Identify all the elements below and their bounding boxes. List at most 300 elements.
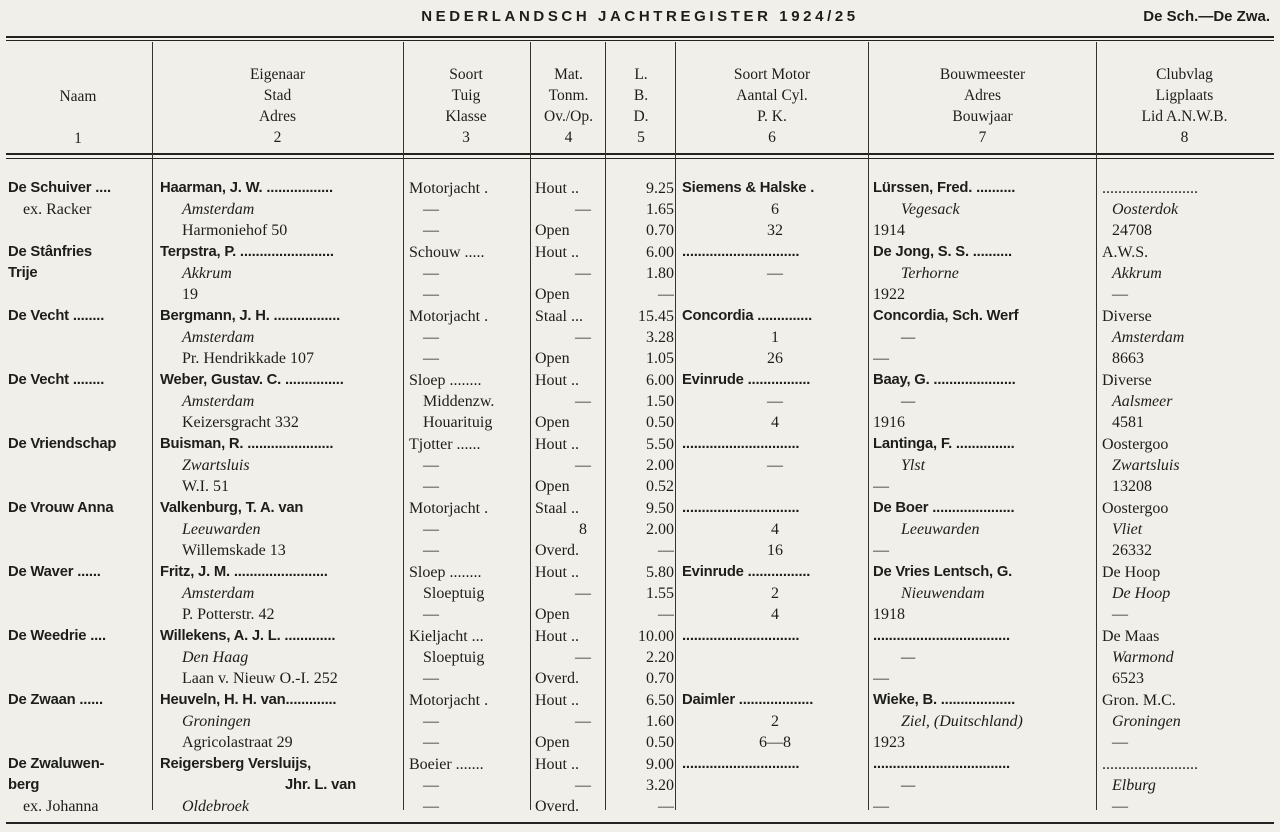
materiaal-cell-line: Staal ... [535,308,583,325]
motor-cell-line [682,668,868,689]
materiaal-cell-line: — [575,713,591,731]
eigenaar-cell-line: Buisman, R. ...................... [160,436,334,452]
materiaal-cell-line: Hout .. [535,180,579,197]
register-row [0,242,1280,306]
eigenaar-cell [160,178,400,242]
afmetingen-cell-line: 9.25 [646,180,674,197]
tuig-cell-line: Motorjacht . [409,692,489,709]
eigenaar-cell-line: Weber, Gustav. C. ............... [160,372,344,388]
afmetingen-cell [632,306,674,370]
eigenaar-cell-line: Fritz, J. M. ........................ [160,564,328,580]
naam-cell-line: De Vrouw Anna [8,500,114,516]
materiaal-cell-line: Open [535,350,570,368]
motor-cell [682,178,868,242]
bouwmeester-cell-line: Lantinga, F. ............... [873,436,1015,452]
bouwmeester-cell-line: — [873,542,889,560]
top-rule-thin [6,40,1274,41]
clubvlag-cell-line: A.W.S. [1102,244,1149,261]
naam-cell-line [8,455,150,476]
clubvlag-cell-line: Akkrum [1112,265,1162,283]
eigenaar-cell-line: Willekens, A. J. L. ............. [160,628,336,644]
bouwmeester-cell [873,690,1095,754]
eigenaar-cell [160,690,400,754]
bouwmeester-cell-line: ................................... [873,628,1010,644]
afmetingen-cell [632,434,674,498]
afmetingen-cell-line: 6.00 [646,372,674,389]
motor-cell-line [682,476,868,497]
motor-cell [682,306,868,370]
tuig-cell [409,498,531,562]
page-title: NEDERLANDSCH JACHTREGISTER 1924/25 [421,8,859,25]
clubvlag-cell-line: Elburg [1112,777,1156,795]
register-row [0,370,1280,434]
clubvlag-cell-line: 24708 [1112,222,1152,240]
afmetingen-cell [632,754,674,818]
motor-cell [682,498,868,562]
eigenaar-cell [160,306,400,370]
afmetingen-cell-line: 1.60 [646,713,674,731]
afmetingen-cell [632,242,674,306]
motor-cell [682,370,868,434]
tuig-cell [409,178,531,242]
naam-cell-line [8,668,150,689]
materiaal-cell-line: — [575,329,591,347]
materiaal-cell-line: Hout .. [535,436,579,453]
tuig-cell-line: Motorjacht . [409,500,489,517]
motor-cell-line: .............................. [682,500,800,516]
tuig-cell-line: — [423,286,439,304]
register-row [0,498,1280,562]
materiaal-cell-line: — [575,265,591,283]
afmetingen-cell-line: 5.80 [646,564,674,581]
tuig-cell [409,626,531,690]
motor-cell-line: .............................. [682,628,800,644]
eigenaar-cell-line: Terpstra, P. ........................ [160,244,334,260]
tuig-cell-line: — [423,201,439,219]
bouwmeester-cell-line: Terhorne [901,265,959,283]
materiaal-cell-line: Open [535,222,570,240]
naam-cell [8,562,150,626]
eigenaar-cell-line: Valkenburg, T. A. van [160,500,304,516]
column-header-club: Clubvlag Ligplaats Lid A.N.W.B. 8 [1141,66,1228,146]
materiaal-cell-line: Hout .. [535,692,579,709]
eigenaar-cell [160,434,400,498]
naam-cell [8,690,150,754]
bouwmeester-cell-line: — [901,649,916,667]
clubvlag-cell-line: De Hoop [1112,585,1171,603]
naam-cell-line: De Waver ...... [8,564,101,580]
bouwmeester-cell-line: — [873,350,889,368]
clubvlag-cell [1102,754,1272,818]
afmetingen-cell-line: 2.00 [646,457,674,475]
clubvlag-cell [1102,562,1272,626]
materiaal-cell-line: — [575,649,591,667]
clubvlag-cell [1102,370,1272,434]
materiaal-cell-line: — [575,585,591,603]
materiaal-cell-line: 8 [579,521,587,539]
afmetingen-cell-line: 1.55 [646,585,674,603]
bouwmeester-cell-line: Ziel, (Duitschland) [901,713,1023,731]
afmetingen-cell-line: 0.70 [646,222,674,240]
eigenaar-cell-line: Amsterdam [182,393,255,411]
tuig-cell-line: Boeier ....... [409,756,484,773]
tuig-cell [409,242,531,306]
naam-cell-line: De Zwaluwen- [8,756,105,772]
afmetingen-cell-line: — [658,286,674,304]
clubvlag-cell-line: 13208 [1112,478,1152,496]
register-row [0,434,1280,498]
bouwmeester-cell-line: Wieke, B. ................... [873,692,1016,708]
motor-cell-line: 32 [767,222,783,240]
motor-cell-line: Concordia .............. [682,308,813,324]
eigenaar-cell [160,754,400,818]
bouwmeester-cell [873,242,1095,306]
bouwmeester-cell-line: De Vries Lentsch, G. [873,564,1013,580]
clubvlag-cell-line: De Hoop [1102,564,1161,581]
motor-cell-line [682,284,868,305]
motor-cell-line: 26 [767,350,783,368]
clubvlag-cell [1102,690,1272,754]
eigenaar-cell-line: P. Potterstr. 42 [182,606,275,624]
bouwmeester-cell-line: — [873,478,889,496]
naam-cell-line: De Weedrie .... [8,628,106,644]
materiaal-cell-line: Open [535,478,570,496]
clubvlag-cell [1102,434,1272,498]
afmetingen-cell-line: 2.00 [646,521,674,539]
clubvlag-cell [1102,306,1272,370]
afmetingen-cell-line: 1.80 [646,265,674,283]
tuig-cell-line: Tjotter ...... [409,436,481,453]
bouwmeester-cell-line: 1916 [873,414,905,432]
tuig-cell-line: — [423,521,439,539]
naam-cell-line [8,348,150,369]
materiaal-cell-line: Hout .. [535,628,579,645]
bouwmeester-cell-line: Leeuwarden [901,521,980,539]
materiaal-cell-line: Overd. [535,670,579,688]
motor-cell-line: .............................. [682,436,800,452]
motor-cell-line [682,775,868,796]
tuig-cell-line: — [423,457,439,475]
motor-cell-line: .............................. [682,244,800,260]
motor-cell-line: — [767,457,783,475]
clubvlag-cell-line: Oostergoo [1102,500,1169,517]
column-header-lbd: L. B. D. 5 [633,66,649,146]
naam-cell-line: ex. Racker [23,201,92,219]
tuig-cell-line: — [423,542,439,560]
afmetingen-cell-line: 0.50 [646,414,674,432]
naam-cell-line: De Vriendschap [8,436,117,452]
motor-cell-line: 4 [771,521,779,539]
clubvlag-cell-line: — [1112,286,1128,304]
tuig-cell-line: — [423,478,439,496]
tuig-cell-line: — [423,350,439,368]
motor-cell-line: .............................. [682,756,800,772]
afmetingen-cell [632,690,674,754]
materiaal-cell-line: Open [535,286,570,304]
eigenaar-cell-line: Agricolastraat 29 [182,734,293,752]
naam-cell [8,178,150,242]
naam-cell [8,754,150,818]
tuig-cell [409,690,531,754]
bouwmeester-cell [873,370,1095,434]
clubvlag-cell-line: ........................ [1102,180,1198,197]
eigenaar-cell-line: Pr. Hendrikkade 107 [182,350,314,368]
eigenaar-cell [160,498,400,562]
naam-cell-line: De Vecht ........ [8,372,105,388]
afmetingen-cell-line: 1.05 [646,350,674,368]
motor-cell-line: 6 [771,201,779,219]
materiaal-cell [535,754,631,818]
tuig-cell [409,562,531,626]
afmetingen-cell-line: 1.50 [646,393,674,411]
bouwmeester-cell [873,306,1095,370]
afmetingen-cell-line: 0.50 [646,734,674,752]
naam-cell-line [8,519,150,540]
motor-cell-line: — [767,393,783,411]
motor-cell-line: — [767,265,783,283]
materiaal-cell-line: Hout .. [535,372,579,389]
afmetingen-cell [632,626,674,690]
bouwmeester-cell-line: 1923 [873,734,905,752]
clubvlag-cell-line: Warmond [1112,649,1174,667]
materiaal-cell [535,178,631,242]
bouwmeester-cell-line: 1918 [873,606,905,624]
tuig-cell-line: — [423,329,439,347]
materiaal-cell [535,690,631,754]
naam-cell-line [8,732,150,753]
naam-cell-line [8,284,150,305]
register-row [0,754,1280,818]
materiaal-cell [535,626,631,690]
naam-cell-line: ex. Johanna [23,798,99,816]
naam-cell-line [8,391,150,412]
eigenaar-cell-line: Jhr. L. van [285,777,356,794]
naam-cell-line [8,476,150,497]
motor-cell [682,690,868,754]
naam-cell-line [8,220,150,241]
motor-cell [682,626,868,690]
bouwmeester-cell [873,178,1095,242]
tuig-cell [409,754,531,818]
clubvlag-cell-line: 26332 [1112,542,1152,560]
motor-cell-line: 2 [771,713,779,731]
tuig-cell-line: — [423,670,439,688]
materiaal-cell [535,562,631,626]
motor-cell [682,242,868,306]
bouwmeester-cell-line: — [873,670,889,688]
motor-cell-line [682,796,868,817]
bouwmeester-cell-line: 1922 [873,286,905,304]
bouwmeester-cell [873,626,1095,690]
eigenaar-cell-line: Keizersgracht 332 [182,414,299,432]
afmetingen-cell-line: — [658,798,674,816]
afmetingen-cell-line: 10.00 [638,628,674,645]
bouwmeester-cell-line: Nieuwendam [901,585,985,603]
column-header-motor: Soort Motor Aantal Cyl. P. K. 6 [733,66,811,146]
naam-cell [8,626,150,690]
bouwmeester-cell-line: Lürssen, Fred. .......... [873,180,1016,196]
motor-cell-line: Evinrude ................ [682,372,811,388]
tuig-cell-line: Sloeptuig [423,585,485,603]
materiaal-cell [535,306,631,370]
materiaal-cell-line: Open [535,414,570,432]
tuig-cell-line: Motorjacht . [409,180,489,197]
clubvlag-cell [1102,498,1272,562]
afmetingen-cell-line: 3.20 [646,777,674,795]
materiaal-cell-line: Hout .. [535,564,579,581]
motor-cell-line [682,647,868,668]
eigenaar-cell-line: Leeuwarden [182,521,261,539]
materiaal-cell-line: Staal .. [535,500,579,517]
clubvlag-cell-line: Diverse [1102,372,1152,389]
tuig-cell-line: Kieljacht ... [409,628,484,645]
motor-cell-line: 4 [771,414,779,432]
bouwmeester-cell [873,498,1095,562]
register-row [0,306,1280,370]
bouwmeester-cell-line: — [901,777,916,795]
motor-cell-line: Daimler ................... [682,692,814,708]
materiaal-cell-line: — [575,201,591,219]
tuig-cell-line: Motorjacht . [409,308,489,325]
motor-cell [682,754,868,818]
bouwmeester-cell-line: Concordia, Sch. Werf [873,308,1019,324]
materiaal-cell-line: Hout .. [535,756,579,773]
clubvlag-cell-line: Zwartsluis [1112,457,1180,475]
afmetingen-cell [632,562,674,626]
afmetingen-cell-line: 6.00 [646,244,674,261]
tuig-cell-line: Sloep ........ [409,372,482,389]
motor-cell-line: Evinrude ................ [682,564,811,580]
afmetingen-cell-line: 15.45 [638,308,674,325]
materiaal-cell-line: Open [535,606,570,624]
clubvlag-cell-line: Diverse [1102,308,1152,325]
eigenaar-cell [160,626,400,690]
column-header-mat: Mat. Tonm. Ov./Op. 4 [544,66,593,146]
motor-cell-line: 2 [771,585,779,603]
register-row [0,562,1280,626]
clubvlag-cell-line: De Maas [1102,628,1160,645]
motor-cell [682,562,868,626]
afmetingen-cell [632,498,674,562]
bouwmeester-cell [873,754,1095,818]
materiaal-cell-line: — [575,457,591,475]
clubvlag-cell-line: ........................ [1102,756,1198,773]
motor-cell-line: 16 [767,542,783,560]
afmetingen-cell-line: 0.70 [646,670,674,688]
column-header-eigenaar: Eigenaar Stad Adres 2 [249,66,306,146]
eigenaar-cell-line: Reigersberg Versluijs, [160,756,312,772]
naam-cell [8,306,150,370]
column-header-tuig: Soort Tuig Klasse 3 [445,66,487,146]
naam-cell-line [8,583,150,604]
materiaal-cell [535,498,631,562]
eigenaar-cell-line: Harmoniehof 50 [182,222,288,240]
header-rule-thin [6,158,1274,159]
bouwmeester-cell-line: Ylst [901,457,926,475]
register-row [0,690,1280,754]
eigenaar-cell-line: Zwartsluis [182,457,250,475]
bouwmeester-cell-line: — [901,393,916,411]
afmetingen-cell-line: 1.65 [646,201,674,219]
materiaal-cell-line: Open [535,734,570,752]
clubvlag-cell-line: Groningen [1112,713,1181,731]
clubvlag-cell-line: Amsterdam [1112,329,1185,347]
materiaal-cell-line: — [575,393,591,411]
motor-cell-line: 4 [771,606,779,624]
tuig-cell-line: — [423,713,439,731]
naam-cell-line: Trije [8,265,38,282]
naam-cell-line: De Schuiver .... [8,180,111,196]
motor-cell-line: Siemens & Halske . [682,180,815,196]
bouwmeester-cell-line: Baay, G. ..................... [873,372,1016,388]
tuig-cell-line: — [423,734,439,752]
afmetingen-cell-line: 0.52 [646,478,674,496]
register-row [0,178,1280,242]
clubvlag-cell [1102,242,1272,306]
page-range: De Sch.—De Zwa. [1143,8,1270,25]
motor-cell [682,434,868,498]
afmetingen-cell [632,178,674,242]
eigenaar-cell-line: Laan v. Nieuw O.-I. 252 [182,670,338,688]
motor-cell-line: 1 [771,329,779,347]
eigenaar-cell-line: Amsterdam [182,585,255,603]
naam-cell-line [8,540,150,561]
clubvlag-cell-line: Oosterdok [1112,201,1179,219]
eigenaar-cell-line: Haarman, J. W. ................. [160,180,333,196]
eigenaar-cell-line: Akkrum [182,265,232,283]
materiaal-cell [535,434,631,498]
naam-cell-line: De Vecht ........ [8,308,105,324]
top-rule [6,36,1274,38]
naam-cell-line: De Stânfries [8,244,92,260]
eigenaar-cell-line: Den Haag [182,649,249,667]
column-header-bouwmeester: Bouwmeester Adres Bouwjaar 7 [939,66,1026,146]
materiaal-cell-line: — [575,777,591,795]
materiaal-cell [535,370,631,434]
naam-cell-line [8,711,150,732]
header-rule [6,153,1274,155]
naam-cell [8,434,150,498]
afmetingen-cell-line: 5.50 [646,436,674,453]
eigenaar-cell-line: Willemskade 13 [182,542,286,560]
eigenaar-cell-line: Bergmann, J. H. ................. [160,308,341,324]
eigenaar-cell-line: 19 [182,286,198,304]
naam-cell-line [8,327,150,348]
afmetingen-cell-line: 9.50 [646,500,674,517]
motor-cell-line: 6—8 [759,734,791,752]
clubvlag-cell [1102,178,1272,242]
tuig-cell [409,306,531,370]
bottom-rule [6,822,1274,824]
materiaal-cell-line: Overd. [535,798,579,816]
afmetingen-cell-line: 2.20 [646,649,674,667]
afmetingen-cell-line: — [658,542,674,560]
eigenaar-cell-line: Oldebroek [182,798,249,816]
bouwmeester-cell-line: — [873,798,889,816]
clubvlag-cell-line: Oostergoo [1102,436,1169,453]
bouwmeester-cell [873,562,1095,626]
bouwmeester-cell [873,434,1095,498]
tuig-cell-line: — [423,606,439,624]
bouwmeester-cell-line: 1914 [873,222,905,240]
naam-cell-line [8,412,150,433]
eigenaar-cell [160,562,400,626]
tuig-cell [409,434,531,498]
materiaal-cell [535,242,631,306]
bouwmeester-cell-line: De Jong, S. S. .......... [873,244,1012,260]
tuig-cell-line: — [423,777,439,795]
naam-cell-line: De Zwaan ...... [8,692,103,708]
